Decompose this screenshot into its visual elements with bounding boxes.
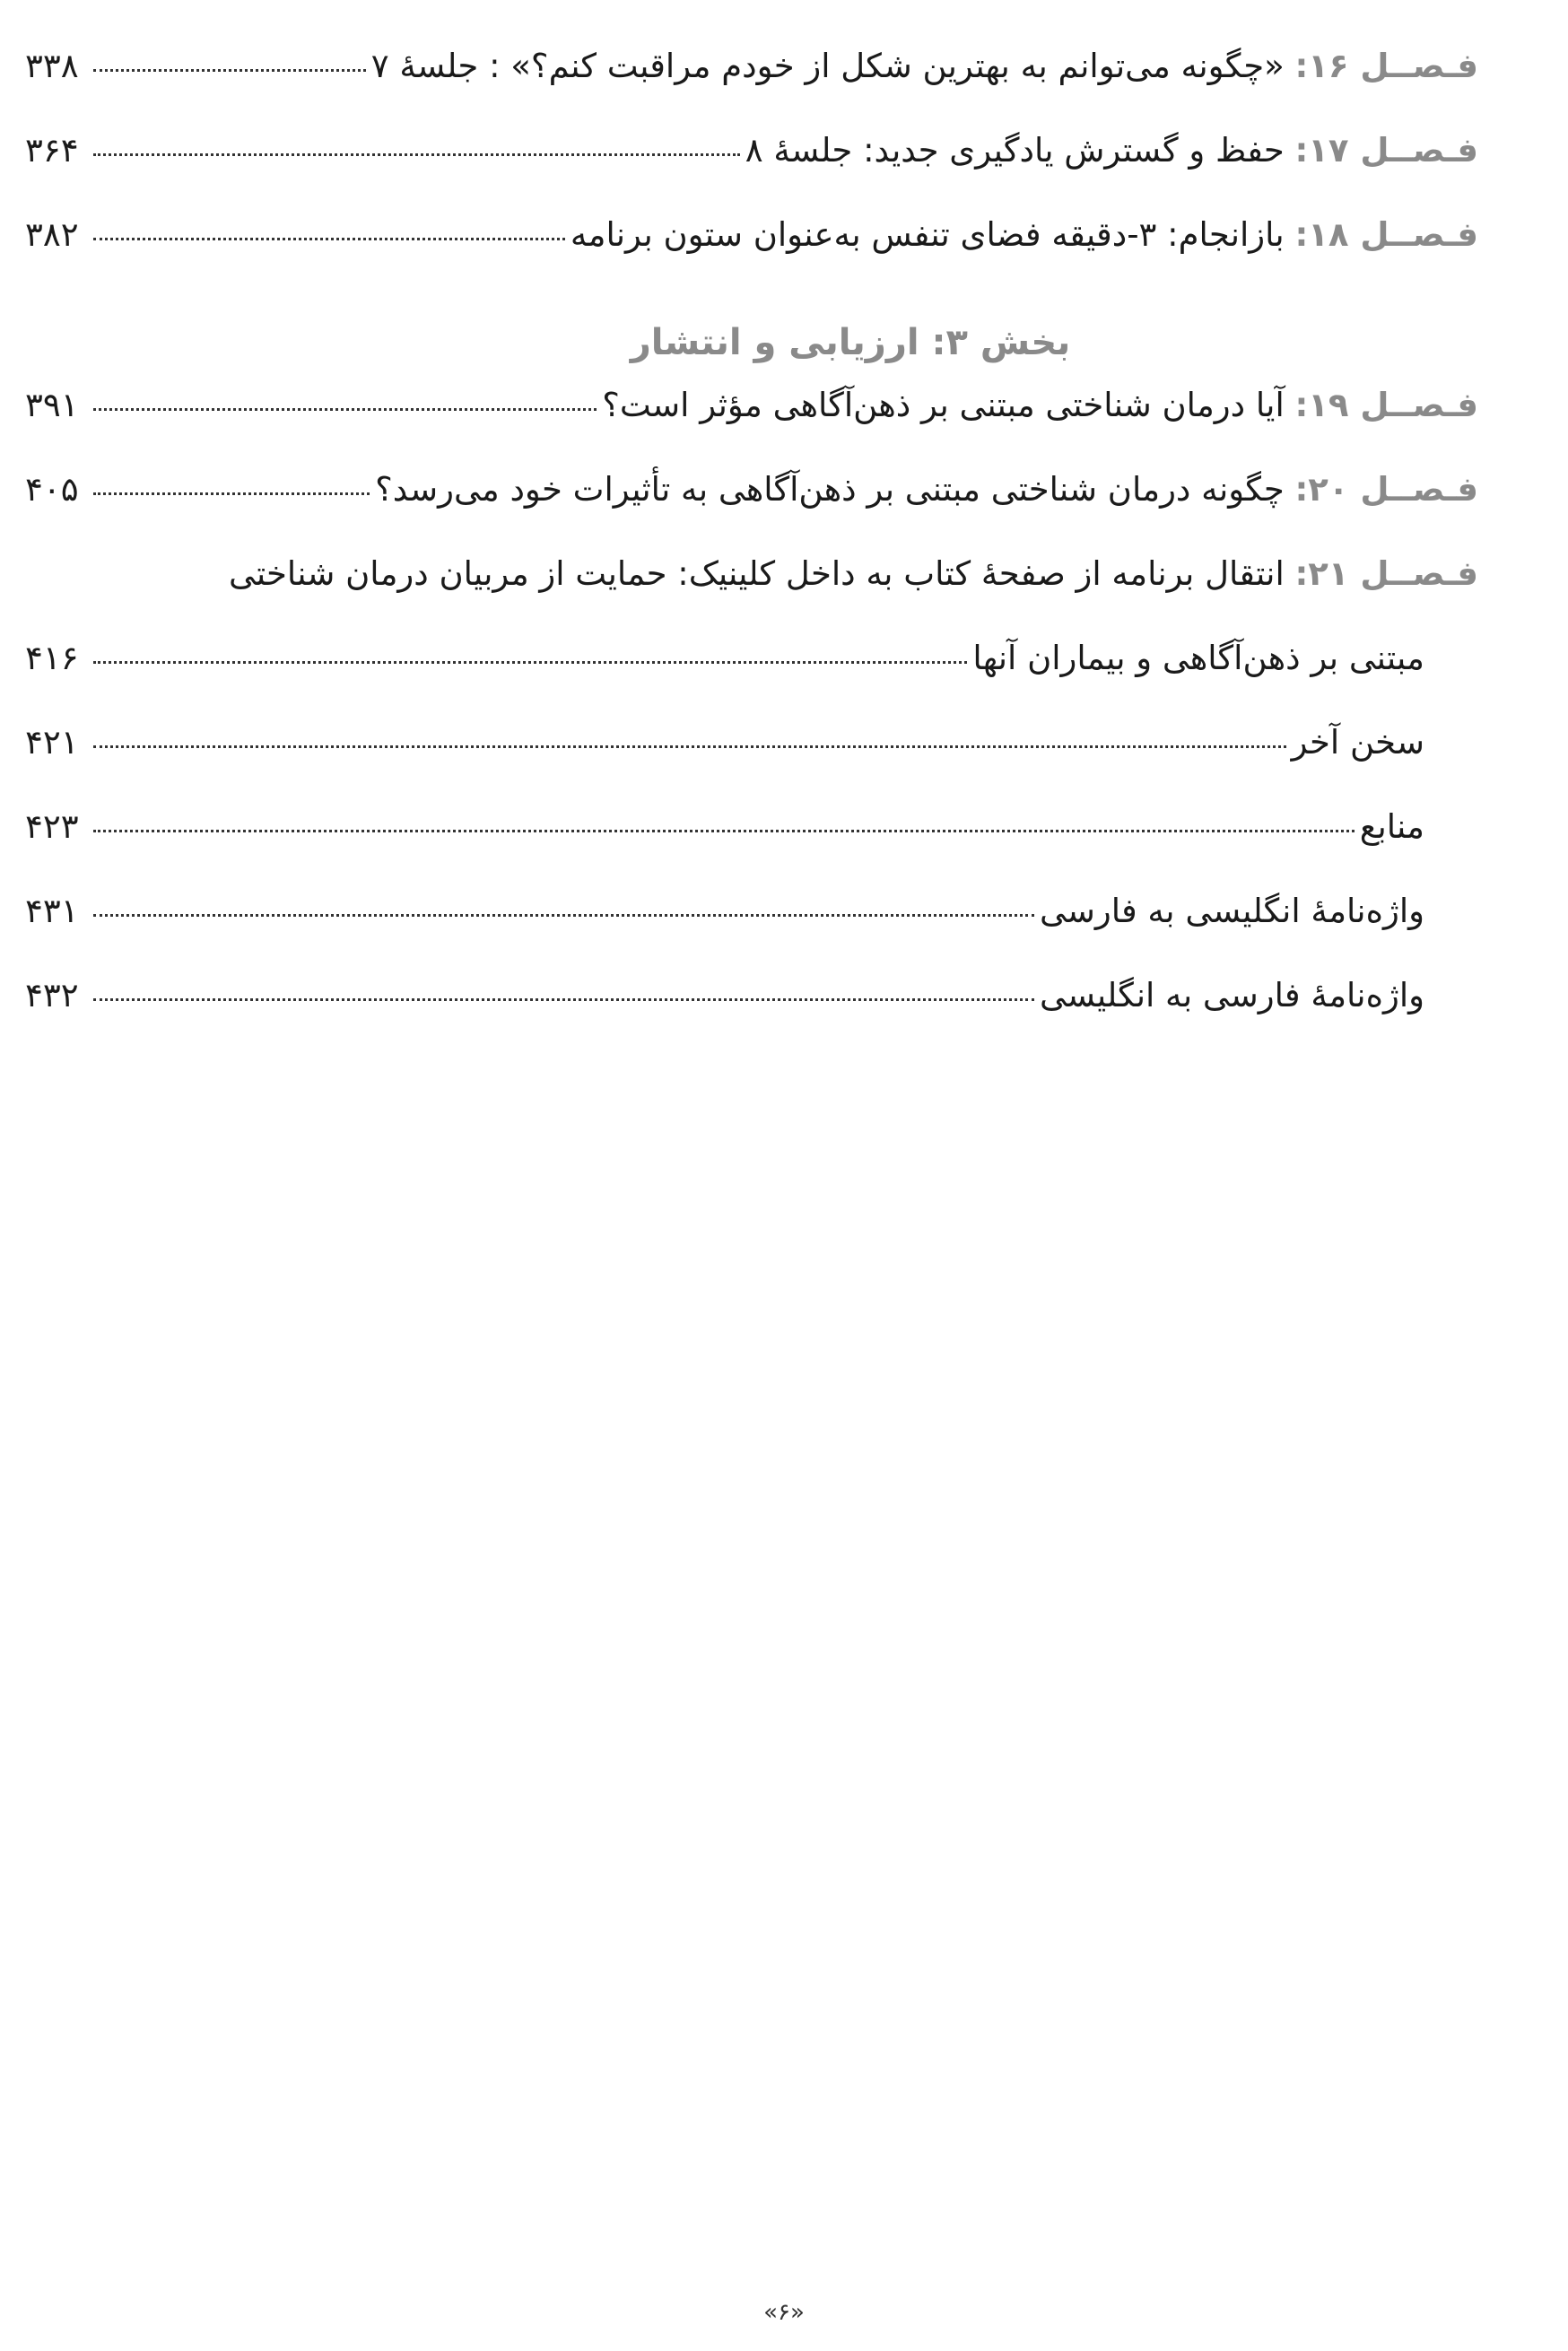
toc-entry-references[interactable] (25, 807, 1478, 892)
page-ref: ۳۳۸ (25, 47, 79, 85)
page-ref: ۴۳۲ (25, 976, 79, 1014)
chapter-label: فـصــل ۱۷: (1294, 131, 1478, 170)
entry-title (371, 47, 1478, 85)
chapter-title: «چگونه می‌توانم به بهترین شکل از خودم مراقبت کنم؟» : جلسهٔ ۷ (370, 47, 1295, 85)
chapter-label: فـصــل ۲۰: (1294, 470, 1478, 509)
entry-title (229, 554, 1478, 593)
chapter-title: حفظ و گسترش یادگیری جدید: جلسهٔ ۸ (745, 131, 1295, 170)
entry-title: واژه‌نامهٔ فارسی به انگلیسی (1040, 976, 1424, 1014)
page-number: «۶» (763, 2299, 805, 2326)
toc-entry-chapter-17[interactable] (25, 131, 1478, 215)
entry-title (375, 470, 1478, 509)
section-heading (25, 300, 1478, 386)
chapter-title: چگونه درمان شناختی مبتنی بر ذهن‌آگاهی به تأثیرات خود می‌رسد؟ (375, 470, 1295, 509)
chapter-title: بازانجام: ۳-دقیقه فضای تنفس به‌عنوان ستون برنامه (570, 215, 1295, 254)
section-heading-text: بخش ۳: ارزیابی و انتشار (630, 322, 1071, 363)
entry-title: سخن آخر (1291, 723, 1424, 762)
chapter-label: فـصــل ۲۱: (1294, 554, 1478, 593)
dot-leader (93, 492, 370, 495)
toc-entry-chapter-20[interactable] (25, 470, 1478, 554)
page-ref: ۴۳۱ (25, 892, 79, 930)
toc-entry-glossary-fa-en[interactable] (25, 976, 1478, 1060)
dot-leader (93, 408, 597, 411)
page-ref: ۴۰۵ (25, 470, 79, 509)
dot-leader (93, 998, 1034, 1001)
chapter-label: فـصــل ۱۹: (1294, 386, 1478, 424)
page-ref: ۴۲۳ (25, 807, 79, 846)
entry-title: واژه‌نامهٔ انگلیسی به فارسی (1040, 892, 1424, 930)
page-ref: ۳۹۱ (25, 386, 79, 424)
dot-leader (93, 69, 366, 72)
dot-leader (93, 153, 740, 156)
toc-entry-chapter-18[interactable] (25, 215, 1478, 300)
entry-title (602, 386, 1478, 424)
chapter-label: فـصــل ۱۶: (1294, 47, 1478, 85)
toc-entry-afterword[interactable] (25, 723, 1478, 807)
dot-leader (93, 661, 967, 664)
page-ref: ۴۱۶ (25, 639, 79, 677)
dot-leader (93, 745, 1286, 748)
entry-title (745, 131, 1478, 170)
page-ref: ۳۶۴ (25, 131, 79, 170)
chapter-label: فـصــل ۱۸: (1294, 215, 1478, 254)
dot-leader (93, 238, 565, 240)
chapter-title-line-2: مبتنی بر ذهن‌آگاهی و بیماران آنها (972, 639, 1424, 677)
page-ref: ۴۲۱ (25, 723, 79, 762)
entry-title: منابع (1359, 807, 1424, 846)
toc-entry-chapter-21-continued[interactable] (25, 639, 1478, 723)
dot-leader (93, 830, 1355, 832)
entry-title (571, 215, 1478, 254)
chapter-title-line-1: انتقال برنامه از صفحهٔ کتاب به داخل کلینیک: حمایت از مربیان درمان شناختی (229, 554, 1295, 593)
table-of-contents (25, 47, 1478, 1060)
page-ref: ۳۸۲ (25, 215, 79, 254)
dot-leader (93, 914, 1034, 917)
toc-entry-chapter-16[interactable] (25, 47, 1478, 131)
toc-entry-chapter-19[interactable] (25, 386, 1478, 470)
toc-entry-glossary-en-fa[interactable] (25, 892, 1478, 976)
toc-entry-chapter-21[interactable] (25, 554, 1478, 639)
chapter-title: آیا درمان شناختی مبتنی بر ذهن‌آگاهی مؤثر است؟ (602, 386, 1295, 424)
